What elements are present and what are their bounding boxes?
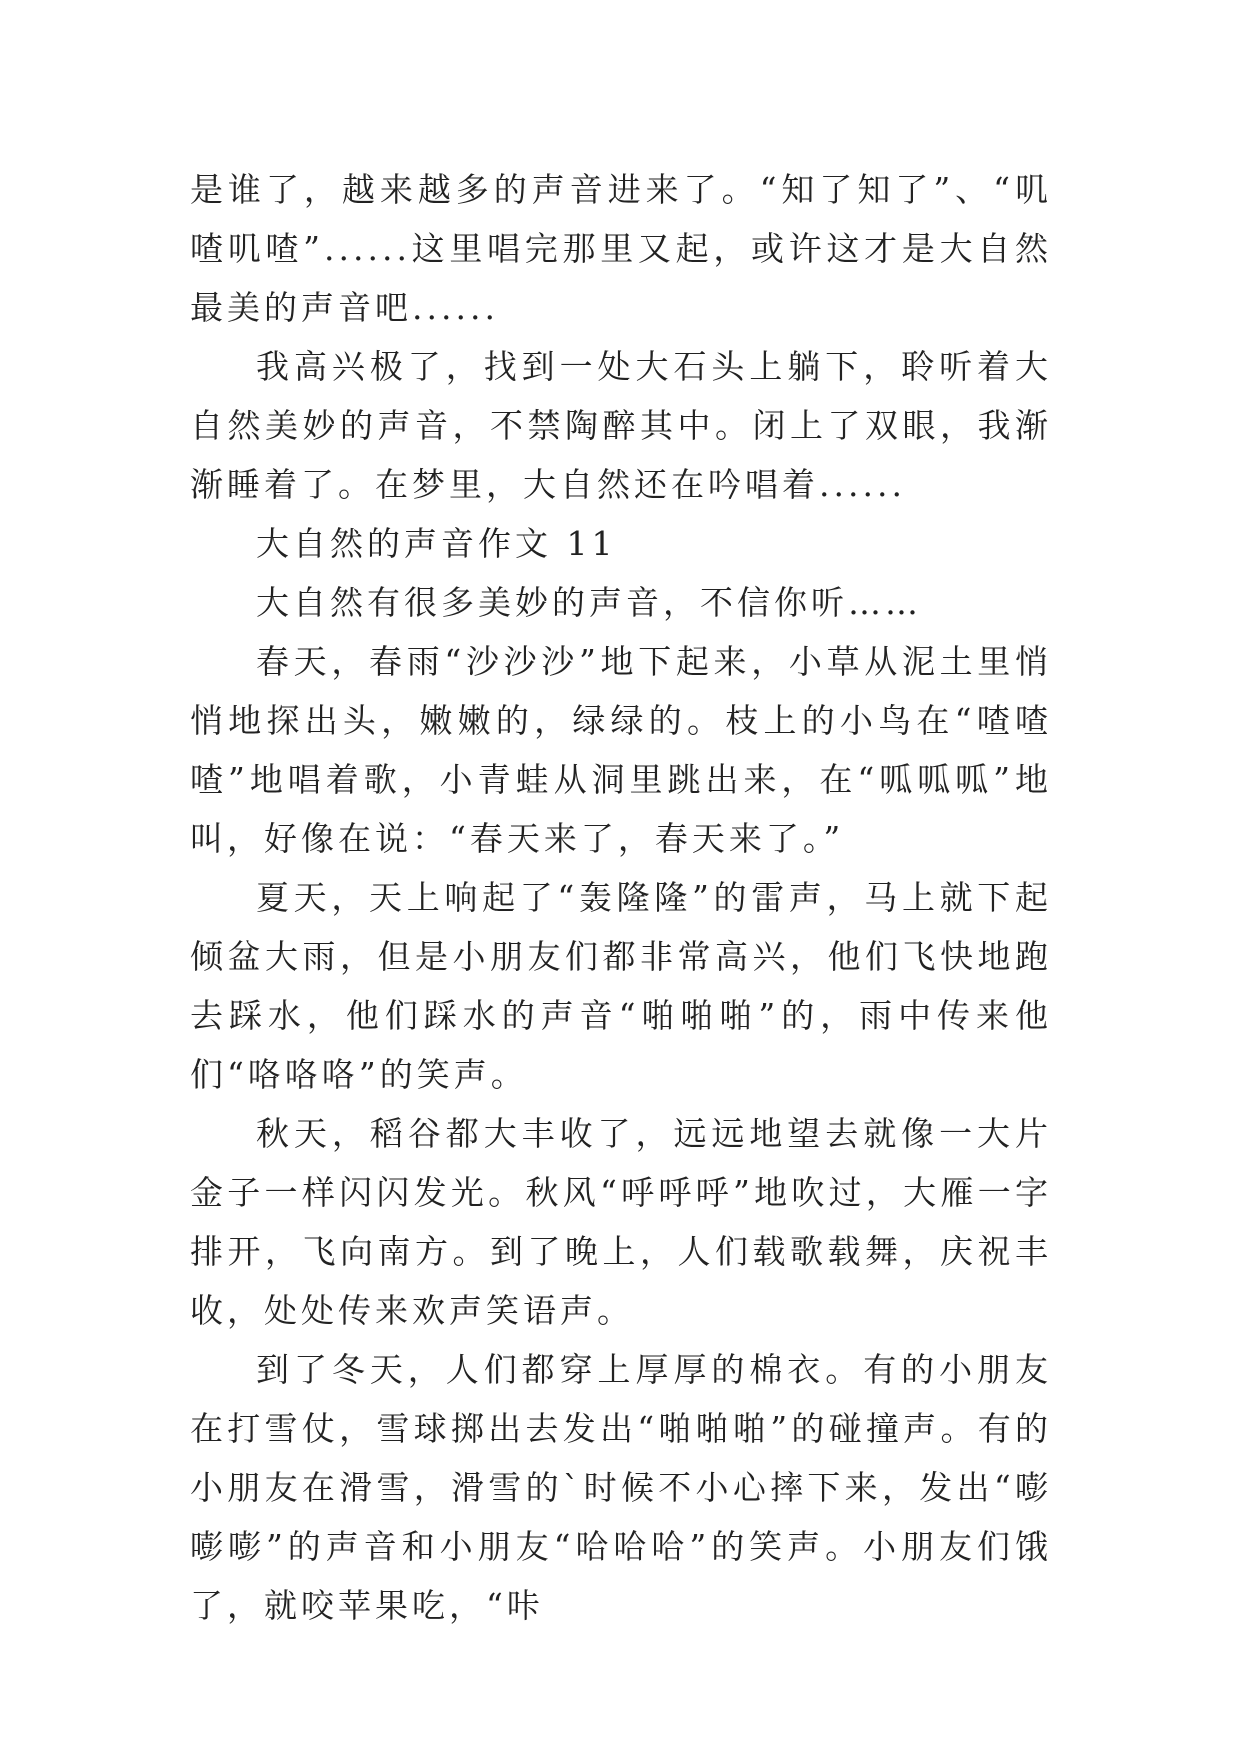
document-body (190, 160, 1052, 1635)
paragraph: 是谁了，越来越多的声音进来了。“知了知了”、“叽喳叽喳”......这里唱完那里又起，或许这才是大自然最美的声音吧...... (190, 170, 1052, 327)
paragraph: 春天，春雨“沙沙沙”地下起来，小草从泥土里悄悄地探出头，嫩嫩的，绿绿的。枝上的小鸟在“喳喳喳”地唱着歌，小青蛙从洞里跳出来，在“呱呱呱”地叫，好像在说：“春天来了，春天来了。” (190, 642, 1052, 858)
paragraph: 我高兴极了，找到一处大石头上躺下，聆听着大自然美妙的声音，不禁陶醉其中。闭上了双眼，我渐渐睡着了。在梦里，大自然还在吟唱着...... (190, 347, 1052, 504)
paragraph: 大自然有很多美妙的声音，不信你听…… (256, 583, 922, 622)
paragraph: 夏天，天上响起了“轰隆隆”的雷声，马上就下起倾盆大雨，但是小朋友们都非常高兴，他们飞快地跑去踩水，他们踩水的声音“啪啪啪”的，雨中传来他们“咯咯咯”的笑声。 (190, 878, 1052, 1094)
paragraph: 秋天，稻谷都大丰收了，远远地望去就像一大片金子一样闪闪发光。秋风“呼呼呼”地吹过，大雁一字排开，飞向南方。到了晚上，人们载歌载舞，庆祝丰收，处处传来欢声笑语声。 (190, 1114, 1052, 1330)
section-heading: 大自然的声音作文 11 (256, 524, 617, 563)
paragraph: 到了冬天，人们都穿上厚厚的棉衣。有的小朋友在打雪仗，雪球掷出去发出“啪啪啪”的碰撞声。有的小朋友在滑雪，滑雪的`时候不小心摔下来，发出“嘭嘭嘭”的声音和小朋友“哈哈哈”的笑声。小朋友们饿了，就咬苹果吃，“咔 (190, 1350, 1052, 1625)
